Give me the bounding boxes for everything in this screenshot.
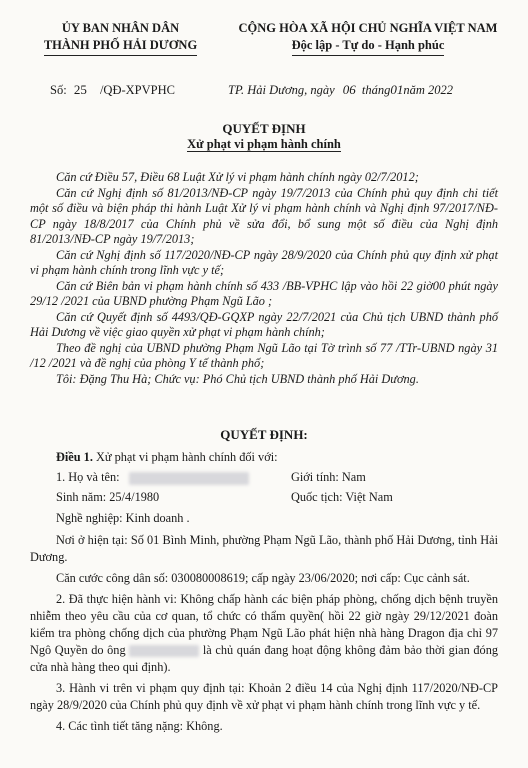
- date-year: năm 2022: [403, 83, 454, 97]
- preamble-item: Căn cứ Biên bản vi phạm hành chính số 433 /BB-VPHC lập vào hồi 22 giờ00 phút ngày 29/12 /2021 của UBND phường Phạm Ngũ Lão ;: [30, 278, 498, 308]
- preamble: [30, 170, 498, 387]
- date-month: 01: [390, 82, 404, 97]
- preamble-item: Căn cứ Nghị định số 117/2020/NĐ-CP ngày 28/9/2020 của Chính phủ quy định xử phạt vi phạm hành chính trong lĩnh vực y tế;: [30, 247, 498, 277]
- date-day: 06: [342, 82, 356, 97]
- authority-line-2: THÀNH PHỐ HẢI DƯƠNG: [44, 37, 197, 56]
- nationality: Quốc tịch: Việt Nam: [291, 490, 393, 504]
- preamble-item: Theo đề nghị của UBND phường Phạm Ngũ Lão tại Tờ trình số 77 /TTr-UBND ngày 31 /12 /2021 và đề nghị của phòng Y tế thành phố;: [30, 340, 498, 370]
- motto: Độc lập - Tự do - Hạnh phúc: [292, 37, 445, 56]
- document-number: [50, 82, 175, 98]
- residence: Nơi ở hiện tại: Số 01 Bình Minh, phường Phạm Ngũ Lão, thành phố Hải Dương, tỉnh Hải Dương.: [30, 533, 498, 564]
- so-label: Số:: [50, 83, 67, 97]
- article-1-details: [30, 532, 498, 735]
- legal-provision: 3. Hành vi trên vi phạm quy định tại: Khoản 2 điều 14 của Nghị định 117/2020/NĐ-CP ngày 28/9/2020 của Chính phủ quy định về xử phạt vi phạm hành chính trong lĩnh vực y tế.: [30, 681, 498, 712]
- date-month-label: tháng: [361, 83, 391, 97]
- issuing-authority: [28, 20, 213, 56]
- preamble-item: Tôi: Đặng Thu Hà; Chức vụ: Phó Chủ tịch UBND thành phố Hải Dương.: [56, 371, 419, 386]
- article-1-text: Xử phạt vi phạm hành chính đối với:: [95, 450, 278, 464]
- authority-line-1: ỦY BAN NHÂN DÂN: [61, 21, 180, 35]
- national-motto: [218, 20, 518, 56]
- redacted-name: [129, 472, 249, 485]
- occupation: Nghề nghiệp: Kinh doanh .: [56, 511, 190, 525]
- name-label: 1. Họ và tên:: [56, 470, 120, 484]
- aggravating-factors: 4. Các tình tiết tăng nặng: Không.: [56, 719, 223, 733]
- name-row: [56, 470, 249, 485]
- document-title: QUYẾT ĐỊNH: [222, 121, 306, 136]
- preamble-item: Căn cứ Điều 57, Điều 68 Luật Xử lý vi phạm hành chính ngày 02/7/2012;: [56, 170, 419, 184]
- preamble-item: Căn cứ Nghị định số 81/2013/NĐ-CP ngày 19/7/2013 của Chính phủ quy định chi tiết một số điều và biện pháp thi hành Luật Xử lý vi phạm hành chính và Nghị định 97/2017/NĐ-CP ngày 18/8/2017 của Chính phủ về sửa đổi, bổ sung một số điều của Nghị định 81/2013/NĐ-CP ngày 19/7/2013;: [30, 185, 498, 246]
- article-1-label: Điều 1.: [56, 450, 93, 464]
- redacted-owner-name: [129, 645, 199, 657]
- violation: 2. Đã thực hiện hành vi: Không chấp hành các biện pháp phòng, chống dịch bệnh truyền nhiễm theo yêu cầu của cơ quan, tổ chức có thẩm quyền( hồi 22 giờ ngày 29/12/2021 đoàn kiểm tra phòng chống dịch của phường Phạm Ngũ Lão phát hiện nhà hàng Dragon địa chỉ 97 Ngô Quyền do ông là chủ quán đang hoạt động không đảm bảo thời gian đóng cửa nhà hàng theo qui định).: [30, 592, 498, 674]
- article-1-intro: [56, 450, 278, 465]
- so-suffix: /QĐ-XPVPHC: [99, 83, 175, 97]
- preamble-item: Căn cứ Quyết định số 4493/QĐ-GQXP ngày 22/7/2021 của Chủ tịch UBND thành phố Hải Dương về việc giao quyền xử phạt vi phạm hành chính;: [30, 309, 498, 339]
- decision-heading: QUYẾT ĐỊNH:: [220, 427, 308, 442]
- birth-date: Sinh năm: 25/4/1980: [56, 490, 160, 504]
- id-card: Căn cước công dân số: 030080008619; cấp ngày 23/06/2020; nơi cấp: Cục cảnh sát.: [56, 571, 470, 585]
- gender: Giới tính: Nam: [291, 470, 366, 484]
- nation-name: CỘNG HÒA XÃ HỘI CHỦ NGHĨA VIỆT NAM: [238, 21, 498, 35]
- issue-date: [228, 82, 453, 98]
- document-subtitle: Xử phạt vi phạm hành chính: [187, 137, 341, 151]
- so-number: 25: [73, 82, 87, 97]
- date-prefix: TP. Hải Dương, ngày: [228, 83, 335, 97]
